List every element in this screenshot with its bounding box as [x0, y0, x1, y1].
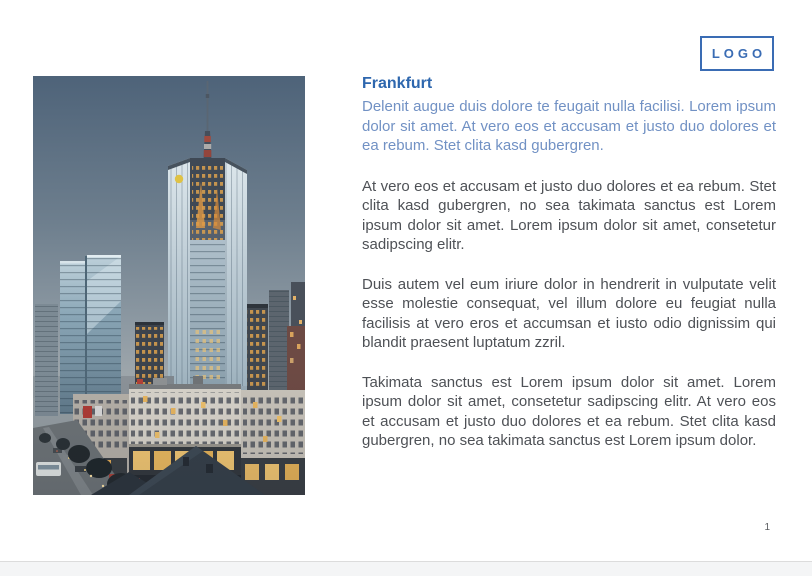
page-title: Frankfurt — [362, 75, 433, 92]
page-number: 1 — [764, 522, 770, 533]
frankfurt-skyline-illustration — [33, 76, 305, 495]
frankfurt-photo — [33, 76, 305, 495]
body-paragraph-3: Takimata sanctus est Lorem ipsum dolor sit amet. Lorem ipsum dolor sit amet, consetetur sadipscing elitr. At vero eos et accusam et justo duo dolores et ea rebum. Stet clita kasd gubergren, no sea takimata sanctus est Lorem ipsum dolor. — [362, 373, 776, 449]
logo-box — [700, 36, 774, 71]
lead-paragraph: Delenit augue duis dolore te feugait nulla facilisi. Lorem ipsum dolor sit amet. At vero eos et accusam et justo duo dolores et ea rebum. Stet clita kasd gubergren. — [362, 98, 776, 154]
page-bottom-edge — [0, 561, 812, 576]
body-paragraph-1: At vero eos et accusam et justo duo dolores et ea rebum. Stet clita kasd gubergren, no sea takimata sanctus est Lorem ipsum dolor sit amet. Lorem ipsum dolor sit amet, consetetur sadipscing elitr. — [362, 177, 776, 253]
logo-text: LOGO — [711, 46, 767, 61]
article — [362, 74, 776, 471]
body-paragraph-2: Duis autem vel eum iriure dolor in hendrerit in vulputate velit esse molestie consequat, vel illum dolore eu feugiat nulla facilisis at vero eros et accumsan et iusto odio dignissim qui blandit praesent luptatum zzril. — [362, 275, 776, 351]
